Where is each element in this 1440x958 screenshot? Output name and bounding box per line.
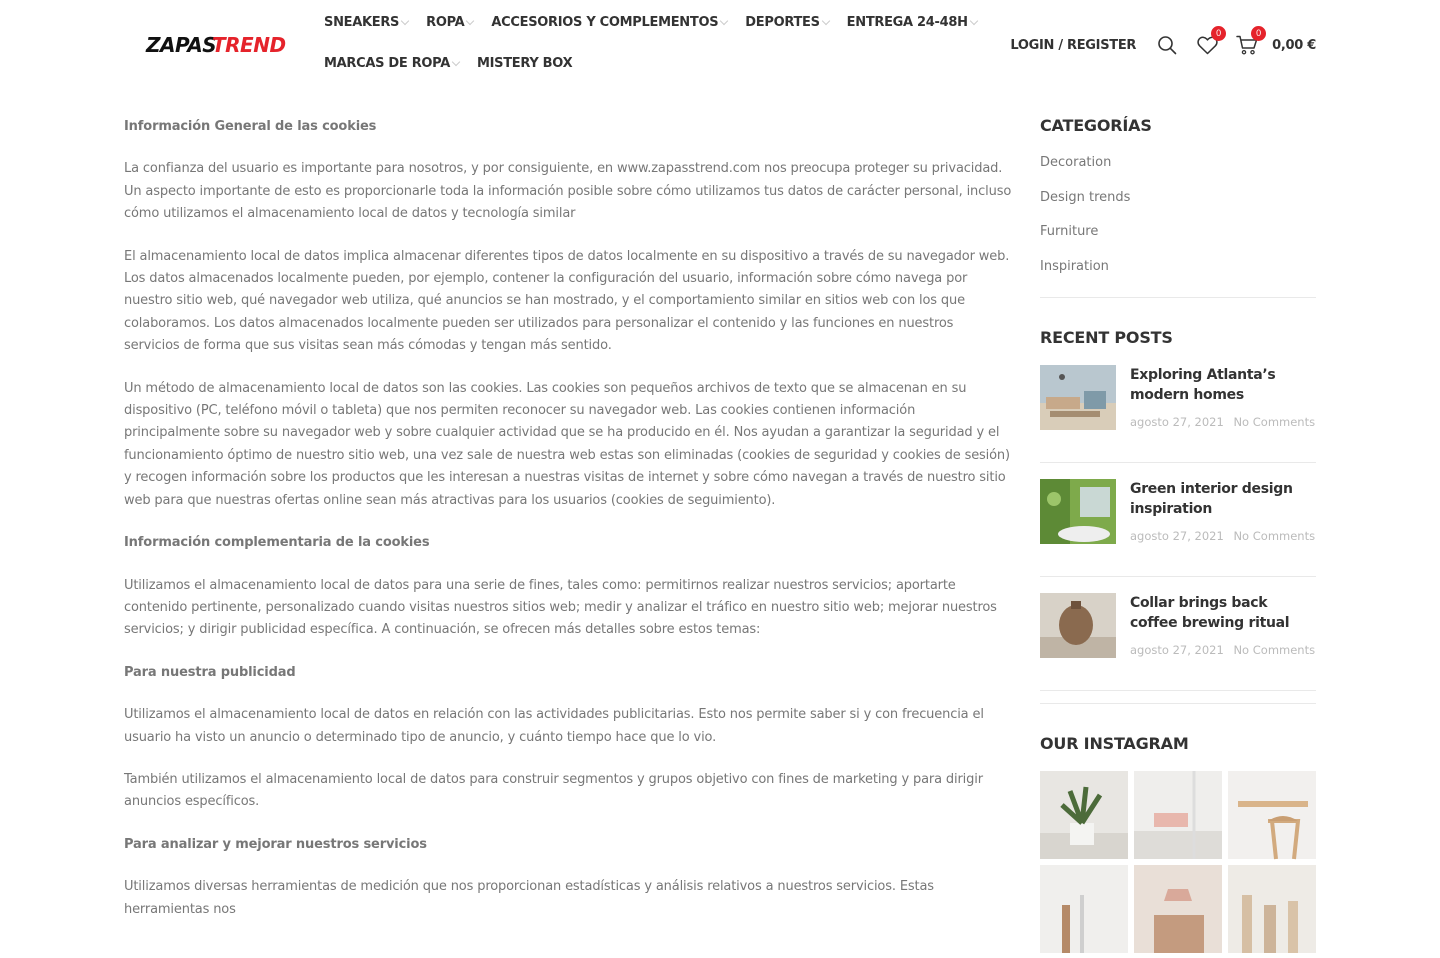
instagram-image[interactable] [1040,865,1128,953]
search-icon[interactable] [1156,34,1178,56]
chevron-down-icon [466,16,474,24]
main-nav-row-2 [324,41,964,85]
chevron-down-icon [821,16,829,24]
nav-item-accesorios-y-complementos[interactable] [491,15,727,30]
nav-item-label: MISTERY BOX [476,55,573,71]
post-meta [1130,643,1316,657]
login-register-link[interactable]: LOGIN / REGISTER [1010,37,1137,53]
instagram-image[interactable] [1134,865,1222,953]
categories-title: CATEGORÍAS [1040,116,1152,135]
body-paragraph: También utilizamos el almacenamiento local de datos para construir segmentos y grupos objetivo con fines de marketing y para dirigir anuncios específicos. [124,771,983,810]
recent-posts-title: RECENT POSTS [1040,328,1173,347]
sidebar-divider [1040,297,1316,298]
section-heading: Para nuestra publicidad [124,664,296,680]
wishlist-heart-icon[interactable] [1196,28,1222,56]
nav-item-label: MARCAS DE ROPA [324,55,450,71]
post-title[interactable]: Exploring Atlanta’s modern homes [1130,367,1276,403]
chevron-down-icon [452,57,460,65]
main-nav-row-1 [324,0,968,44]
recent-post[interactable] [1040,365,1316,463]
post-comments-link[interactable]: No Comments [1233,529,1316,543]
instagram-grid [1040,771,1316,953]
instagram-image[interactable] [1040,771,1128,859]
nav-item-entrega-24-48h[interactable] [847,15,977,30]
main-nav [324,0,968,85]
svg-text:TREND: TREND [212,33,286,57]
category-link[interactable]: Decoration [1040,155,1112,170]
post-date: agosto 27, 2021 [1130,529,1224,543]
post-date: agosto 27, 2021 [1130,643,1224,657]
body-paragraph: Utilizamos el almacenamiento local de datos en relación con las actividades publicitarias. Esto nos permite saber si y con frecuencia el usuario ha visto un anuncio o determinado tipo de anuncio, y cuánto tiempo hace que lo vio. [124,707,984,745]
instagram-image[interactable] [1228,865,1316,953]
recent-post[interactable] [1040,593,1316,691]
post-meta [1130,529,1316,543]
nav-item-deportes[interactable] [745,15,828,30]
body-paragraph: Utilizamos diversas herramientas de medición que nos proporcionan estadísticas y análisis relativos a nuestros servicios. Estas herramientas nos [124,879,934,917]
category-link[interactable]: Furniture [1040,224,1099,239]
site-logo[interactable] [146,31,288,59]
category-link[interactable]: Inspiration [1040,258,1109,274]
instagram-image[interactable] [1228,771,1316,859]
chevron-down-icon [969,16,977,24]
section-heading: Información complementaria de la cookies [124,535,430,551]
post-comments-link[interactable]: No Comments [1233,643,1316,657]
sidebar-divider [1040,703,1316,704]
section-heading: Información General de las cookies [124,119,377,134]
chevron-down-icon [720,16,728,24]
body-paragraph: Un método de almacenamiento local de datos son las cookies. Las cookies son pequeños archivos de texto que se almacenan en su dispositivo (PC, teléfono móvil o tableta) que nos permiten reconocer su navegador web. Las cookies contienen información principalmente sobre su navegador web y sobre cualquier actividad que se ha producido en él. Nos ayudan a garantizar la seguridad y el funcionamiento óptimo de nuestro sitio web, una vez sale de nuestra web estas son eliminadas (cookies de seguridad y cookies de sesión) y recogen información sobre los productos que les interesan a nuestras visitas de internet y sobre cómo navegan a través de nuestro sitio web para que nuestras ofertas online sean más atractivas para los usuarios (cookies de seguimiento). [124,380,1010,508]
header-tools [1010,28,1316,62]
section-heading: Para analizar y mejorar nuestros servicios [124,836,427,852]
post-date: agosto 27, 2021 [1130,415,1224,429]
sidebar [1040,116,1316,953]
categories-list [1040,153,1316,291]
nav-item-sneakers[interactable] [324,15,408,30]
post-thumbnail[interactable] [1040,479,1116,544]
nav-item-marcas-de-ropa[interactable] [324,56,459,71]
cart-icon[interactable] [1236,28,1262,56]
nav-item-label: ENTREGA 24-48H [846,14,968,30]
category-link[interactable]: Design trends [1040,189,1131,205]
body-paragraph: La confianza del usuario es importante para nosotros, y por consiguiente, en www.zapasstrend.com nos preocupa proteger su privacidad. Un aspecto importante de esto es proporcionarle toda la información posible sobre cómo utilizamos tus datos de carácter personal, incluso cómo utilizamos el almacenamiento local de datos y tecnología similar [124,161,1012,222]
svg-text:ZAPAS: ZAPAS [146,33,217,57]
nav-item-label: ACCESORIOS Y COMPLEMENTOS [491,14,719,30]
body-paragraph: Utilizamos el almacenamiento local de datos para una serie de fines, tales como: permitirnos realizar nuestros servicios; aportarte contenido pertinente, personalizado cuando visitas nuestros sitios web; medir y analizar el tráfico en nuestro sitio web; mejorar nuestros servicios; y dirigir publicidad específica. A continuación, se ofrecen más detalles sobre estos temas: [124,577,997,638]
post-meta [1130,415,1316,429]
cart-total[interactable]: 0,00 € [1272,37,1316,53]
cart-count-badge: 0 [1251,26,1266,41]
post-thumbnail[interactable] [1040,365,1116,430]
post-title[interactable]: Green interior design inspiration [1130,481,1293,517]
site-header [0,0,1440,92]
logo-image [146,31,288,59]
recent-post[interactable] [1040,479,1316,577]
wishlist-count-badge: 0 [1211,26,1226,41]
nav-item-label: DEPORTES [745,14,820,30]
instagram-image[interactable] [1134,771,1222,859]
instagram-title: OUR INSTAGRAM [1040,734,1189,753]
chevron-down-icon [401,16,409,24]
post-title[interactable]: Collar brings back coffee brewing ritual [1130,595,1290,631]
post-comments-link[interactable]: No Comments [1233,415,1316,429]
cookie-policy-content [124,116,1012,941]
nav-item-mistery-box[interactable] [477,56,572,71]
nav-item-label: SNEAKERS [324,14,400,30]
nav-item-ropa[interactable] [426,15,473,30]
nav-item-label: ROPA [426,14,465,30]
body-paragraph: El almacenamiento local de datos implica almacenar diferentes tipos de datos localmente en su dispositivo a través de su navegador web. Los datos almacenados localmente pueden, por ejemplo, contener la configuración del usuario, información sobre cómo navega por nuestro sitio web, qué navegador web utiliza, qué anuncios se han mostrado, y el comportamiento similar en sitios web con los que colaboramos. Los datos almacenados localmente pueden ser utilizados para personalizar el contenido y las funciones en nuestros servicios de forma que sus visitas sean más cómodas y tengan más sentido. [124,248,1010,354]
post-thumbnail[interactable] [1040,593,1116,658]
